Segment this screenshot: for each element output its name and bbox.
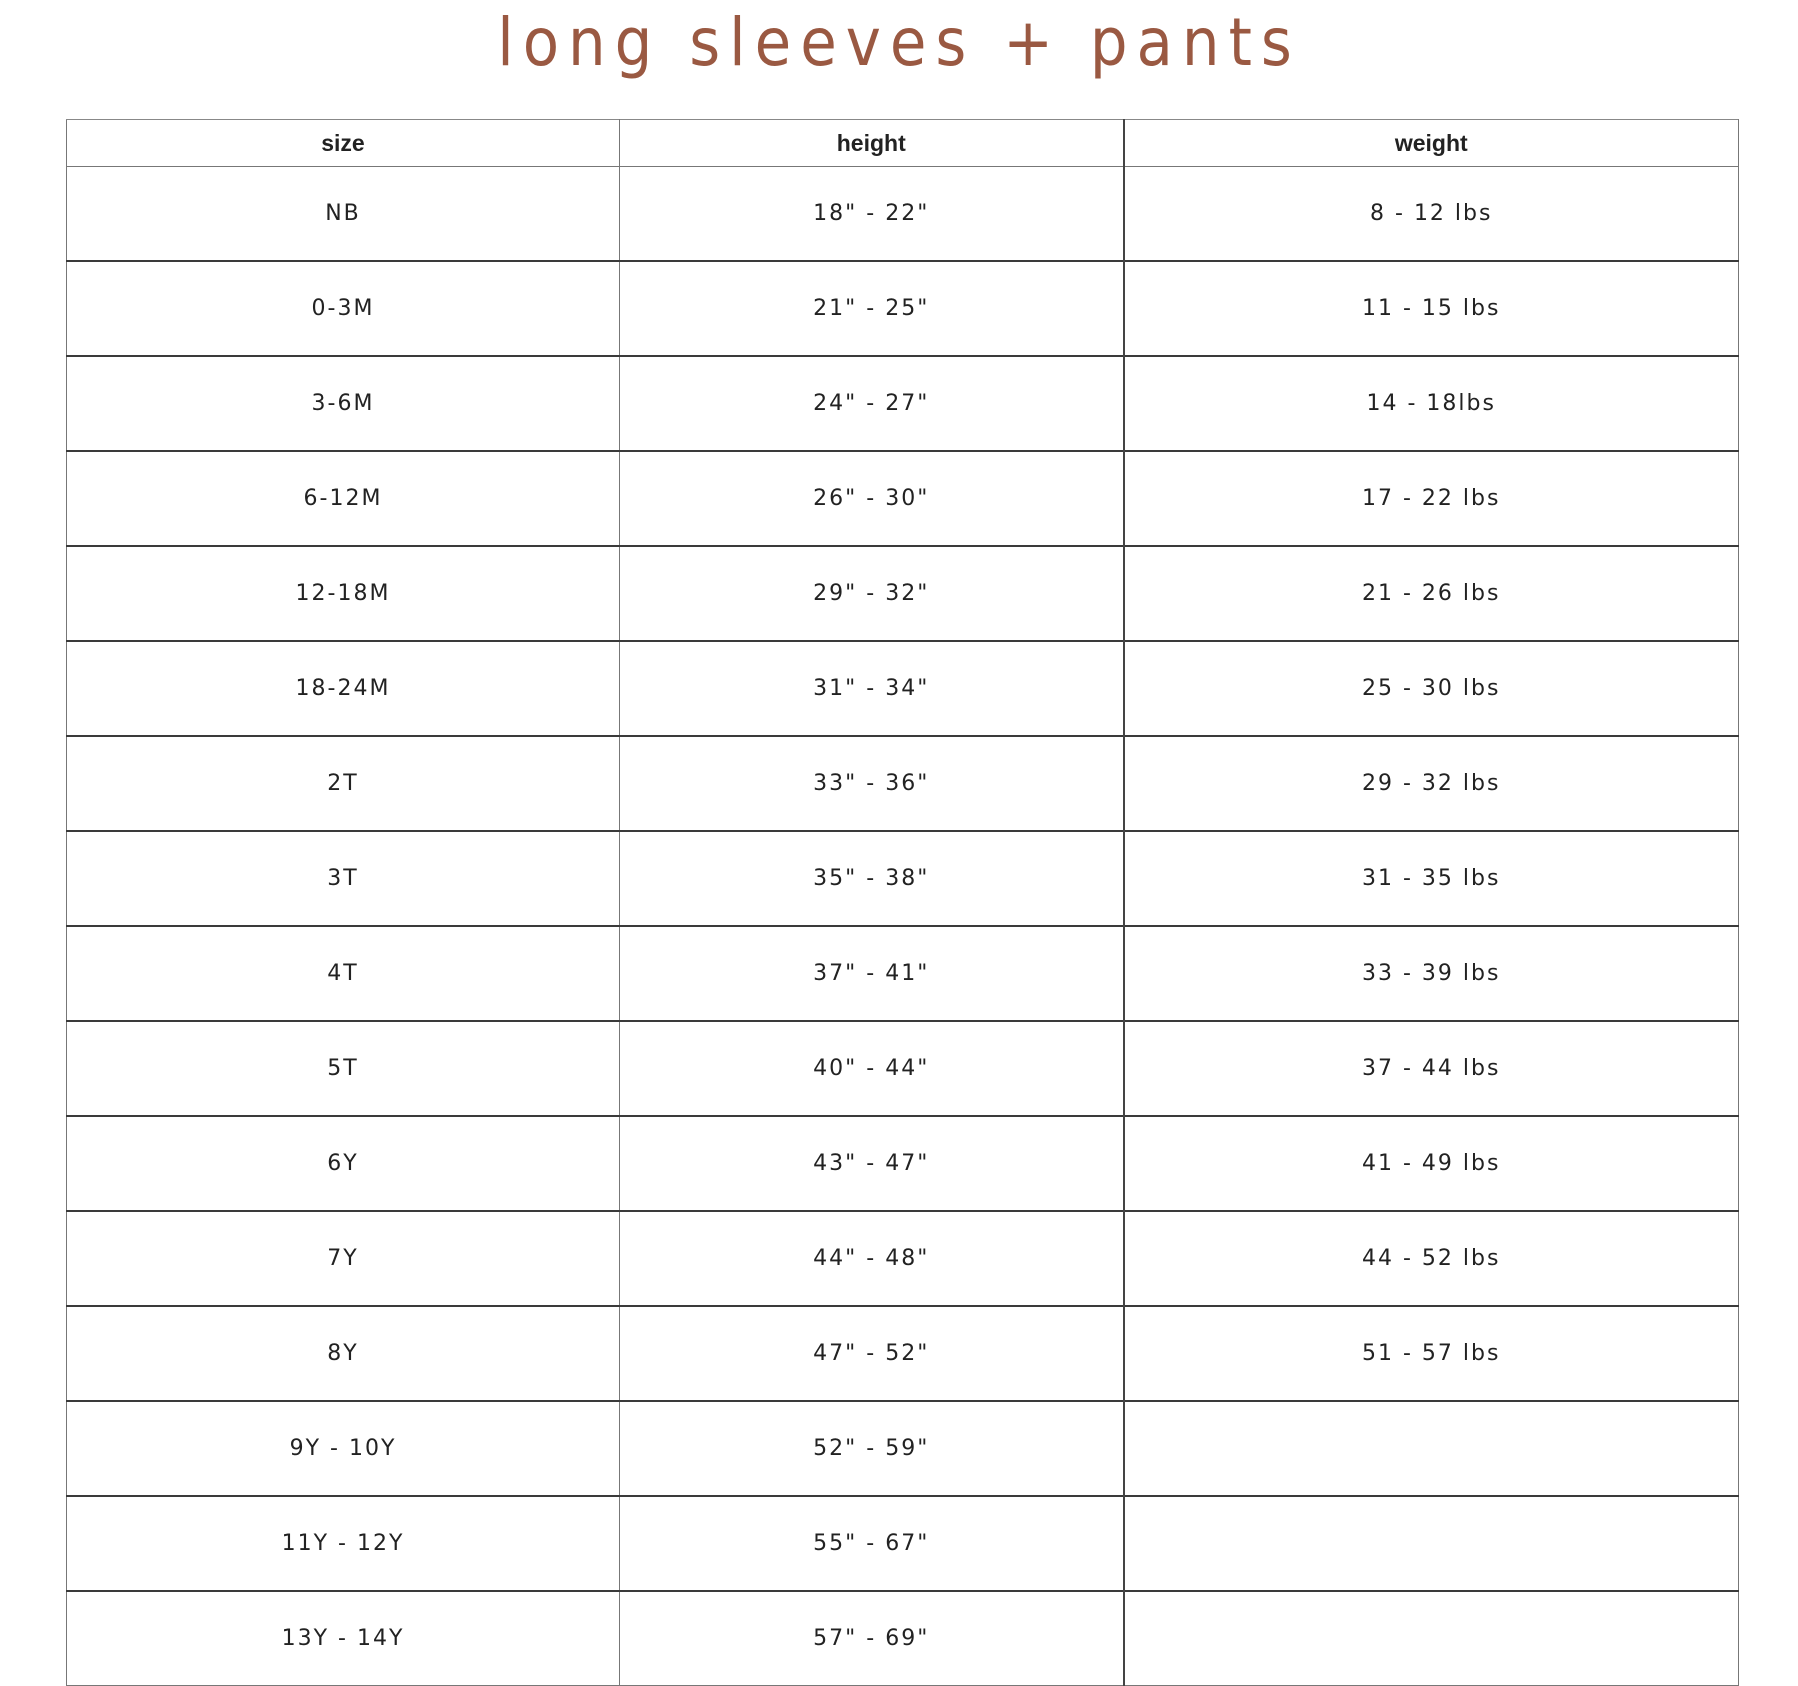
cell-weight: 25 - 30 lbs	[1124, 641, 1739, 736]
cell-height: 37" - 41"	[620, 926, 1124, 1021]
table-row	[67, 451, 1739, 546]
table-row	[67, 926, 1739, 1021]
cell-height: 43" - 47"	[620, 1116, 1124, 1211]
table-row	[67, 1591, 1739, 1686]
cell-size: 3-6M	[67, 356, 620, 451]
cell-weight: 8 - 12 lbs	[1124, 167, 1739, 262]
table-row	[67, 1496, 1739, 1591]
cell-weight: 14 - 18lbs	[1124, 356, 1739, 451]
size-chart-table	[66, 119, 1739, 1686]
table-row	[67, 736, 1739, 831]
table-row	[67, 167, 1739, 262]
cell-size: 5T	[67, 1021, 620, 1116]
header-size: size	[67, 120, 620, 167]
cell-height: 29" - 32"	[620, 546, 1124, 641]
cell-height: 31" - 34"	[620, 641, 1124, 736]
cell-weight: 37 - 44 lbs	[1124, 1021, 1739, 1116]
cell-height: 47" - 52"	[620, 1306, 1124, 1401]
cell-weight: 11 - 15 lbs	[1124, 261, 1739, 356]
table-row	[67, 356, 1739, 451]
table-header-row	[67, 120, 1739, 167]
table-row	[67, 831, 1739, 926]
cell-height: 26" - 30"	[620, 451, 1124, 546]
table-row	[67, 641, 1739, 736]
table-row	[67, 1306, 1739, 1401]
cell-size: NB	[67, 167, 620, 262]
cell-weight	[1124, 1401, 1739, 1496]
cell-weight: 17 - 22 lbs	[1124, 451, 1739, 546]
cell-size: 13Y - 14Y	[67, 1591, 620, 1686]
cell-size: 6Y	[67, 1116, 620, 1211]
cell-weight	[1124, 1496, 1739, 1591]
table-row	[67, 1211, 1739, 1306]
cell-height: 57" - 69"	[620, 1591, 1124, 1686]
cell-size: 12-18M	[67, 546, 620, 641]
cell-height: 35" - 38"	[620, 831, 1124, 926]
cell-weight: 44 - 52 lbs	[1124, 1211, 1739, 1306]
table-body	[67, 167, 1739, 1686]
table-row	[67, 261, 1739, 356]
cell-weight: 31 - 35 lbs	[1124, 831, 1739, 926]
header-weight: weight	[1124, 120, 1739, 167]
page-title: long sleeves + pants	[497, 4, 1301, 81]
cell-weight	[1124, 1591, 1739, 1686]
cell-weight: 41 - 49 lbs	[1124, 1116, 1739, 1211]
cell-size: 9Y - 10Y	[67, 1401, 620, 1496]
cell-weight: 29 - 32 lbs	[1124, 736, 1739, 831]
cell-height: 40" - 44"	[620, 1021, 1124, 1116]
cell-weight: 33 - 39 lbs	[1124, 926, 1739, 1021]
cell-height: 18" - 22"	[620, 167, 1124, 262]
cell-height: 55" - 67"	[620, 1496, 1124, 1591]
cell-size: 3T	[67, 831, 620, 926]
cell-height: 52" - 59"	[620, 1401, 1124, 1496]
cell-size: 0-3M	[67, 261, 620, 356]
cell-size: 18-24M	[67, 641, 620, 736]
cell-height: 33" - 36"	[620, 736, 1124, 831]
table-row	[67, 546, 1739, 641]
cell-size: 2T	[67, 736, 620, 831]
header-height: height	[620, 120, 1124, 167]
cell-size: 6-12M	[67, 451, 620, 546]
cell-size: 7Y	[67, 1211, 620, 1306]
cell-height: 24" - 27"	[620, 356, 1124, 451]
cell-size: 8Y	[67, 1306, 620, 1401]
table-row	[67, 1116, 1739, 1211]
cell-weight: 21 - 26 lbs	[1124, 546, 1739, 641]
cell-height: 44" - 48"	[620, 1211, 1124, 1306]
table-row	[67, 1021, 1739, 1116]
cell-size: 11Y - 12Y	[67, 1496, 620, 1591]
cell-weight: 51 - 57 lbs	[1124, 1306, 1739, 1401]
table-row	[67, 1401, 1739, 1496]
cell-size: 4T	[67, 926, 620, 1021]
cell-height: 21" - 25"	[620, 261, 1124, 356]
